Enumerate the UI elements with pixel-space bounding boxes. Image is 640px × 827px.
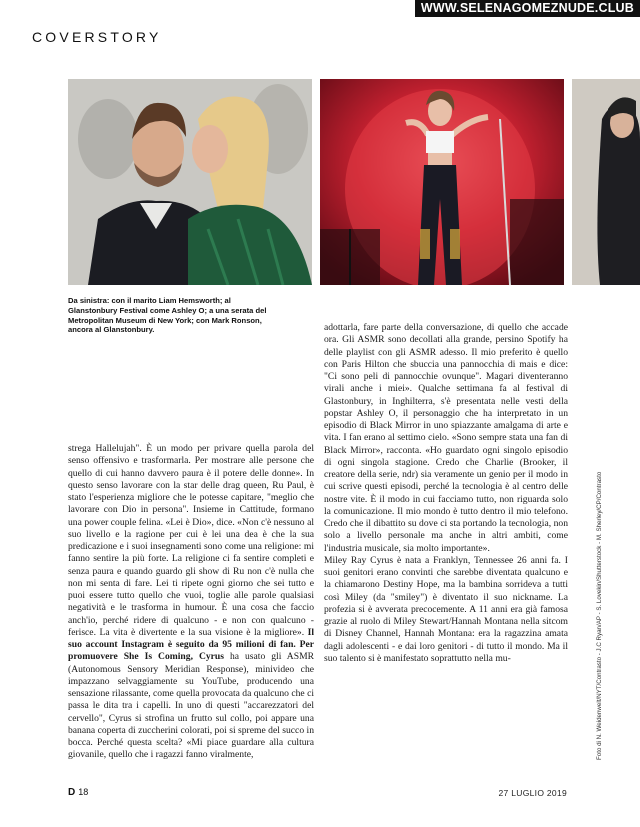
photo-credits: Foto di N. Weidenwelt/NYT/Contrasto - J.C Ryan/AP - S. Lovekin/Shutterstock - M. Sherley/CP/Contrasto xyxy=(596,471,603,760)
magazine-letter: D xyxy=(68,787,76,798)
page-number: 18 xyxy=(78,787,89,797)
paragraph: adottarla, fare parte della conversazione, di quello che accade ora. Gli ASMR sono decollati alla grande, persino Spotify ha delle playlist con gli ASMR adesso. Il mio preferito è quello con Paris Hilton che sbuccia una pannocchia di mais e dice: "Ci sono peli di pannocchie ovunque". Magari diventeranno virali anche i miei». Qualche settimana fa al festival di Glastonbury, in Inghilterra, s'è presentata nelle vesti della popstar Ashley O, il personaggio che ha interpretato in un episodio di Black Mirror in uno spiazzante amalgama di arte e vita. I fan erano al settimo cielo. «Sono sempre stata una fan di Black Mirror», racconta. «Ho guardato ogni singolo episodio di ogni singola stagione. Credo che Charlie (Brooker, il creatore della serie, ndr) sia veramente un genio per il modo in cui scrive questi episodi, perché la tecnologia è al centro delle nostre vite. È il modo in cui facciamo tutto, non riguarda solo la comunicazione. Il mio mondo è tutto dentro il mio telefono. Credo che il dibattito su dove ci sta portando la tecnologia, non solo a livello personale ma anche in altri ambiti, come l'industria musicale, sia molto importante». xyxy=(324,322,568,554)
article-column-left xyxy=(68,443,314,762)
section-title: COVERSTORY xyxy=(32,29,162,45)
photo-stage-illustration xyxy=(320,79,564,285)
site-watermark: WWW.SELENAGOMEZNUDE.CLUB xyxy=(415,0,640,17)
photo-stage-performance xyxy=(320,79,564,285)
photo-met-gala xyxy=(572,79,640,285)
text-run-bold: Il suo account Instagram è seguito da 95 milioni di fan. Per promuovere She Is Coming, Cyrus xyxy=(68,626,314,663)
photo-couple xyxy=(68,79,312,285)
issue-date: 27 LUGLIO 2019 xyxy=(498,788,567,798)
photo-couple-illustration xyxy=(68,79,312,285)
photo-caption: Da sinistra: con il marito Liam Hemsworth; al Glanstonbury Festival come Ashley O; a una serata del Metropolitan Museum di New York; con Mark Ronson, ancora al Glanstonbury. xyxy=(68,296,267,335)
text-run: ha usato gli ASMR (Autonomous Sensory Meridian Response), minivideo che impazzano selvaggiamente su YouTube, producendo una sensazione rilassante, come quella provocata da qualcuno che ci passa le dita tra i capelli. In uno di questi "accarezzatori del cervello", Cyrus si strofina un frutto sul collo, poi appare una banana coperta di zuccherini colorati, poi si spreme del succo in bocca. Perché questa scelta? «Mi piace guardare alla cultura giovanile, quello che i ragazzi fanno viralmente, xyxy=(68,651,314,761)
page-folio xyxy=(68,787,88,798)
text-run: strega Hallelujah". È un modo per privare quella parola del senso offensivo e trasformarla. Per mostrare alle persone che quello di cui hanno davvero paura è il potere delle donne». In questo senso lavorare con la star delle drag queen, Ru Paul, è stato l'esperienza migliore che le potesse capitare, "meglio che lavorare con Dio in persona". Insieme in Cattitude, formano una power couple felina. «Lei è Dio», dice. «Non c'è nessuno al suo livello e la ragione per cui è lei una dea è che la sua predicazione e i suoi insegnamenti sono come una religione: mi fanno sentire la più forte. La religione ci fa sentire completi e senza paura e quando guardo gli show di Ru non c'è nulla che non mi senta di fare. Lei ti ripete ogni giorno che sei tutto e puoi essere tutto quello che vuoi, toglie alle parole qualsiasi negatività e le trasforma in humour. È una cosa che faccio anch'io, perché ridere di qualcuno - e non con qualcuno - ferisce. La vita è divertente e la sua visione è la migliore». xyxy=(68,443,314,638)
article-column-right xyxy=(324,322,568,665)
paragraph: Miley Ray Cyrus è nata a Franklyn, Tennessee 26 anni fa. I suoi genitori erano convinti che sarebbe diventata qualcuno e la chiamarono Destiny Hope, ma la bambina sorrideva a tutti così Miley (da "smiley") è diventato il suo nickname. La profezia si è avverata precocemente. A 11 anni era già famosa grazie al ruolo di Miley Stewart/Hannah Montana nella sitcom di Disney Channel, Hannah Montana: era la ragazzina amata dagli adolescenti - e dai loro genitori - di tutto il mondo. Ma il suo talento si è manifestato soprattutto nella mu- xyxy=(324,554,568,664)
paragraph xyxy=(68,443,314,762)
photo-met-gala-illustration xyxy=(572,79,640,285)
